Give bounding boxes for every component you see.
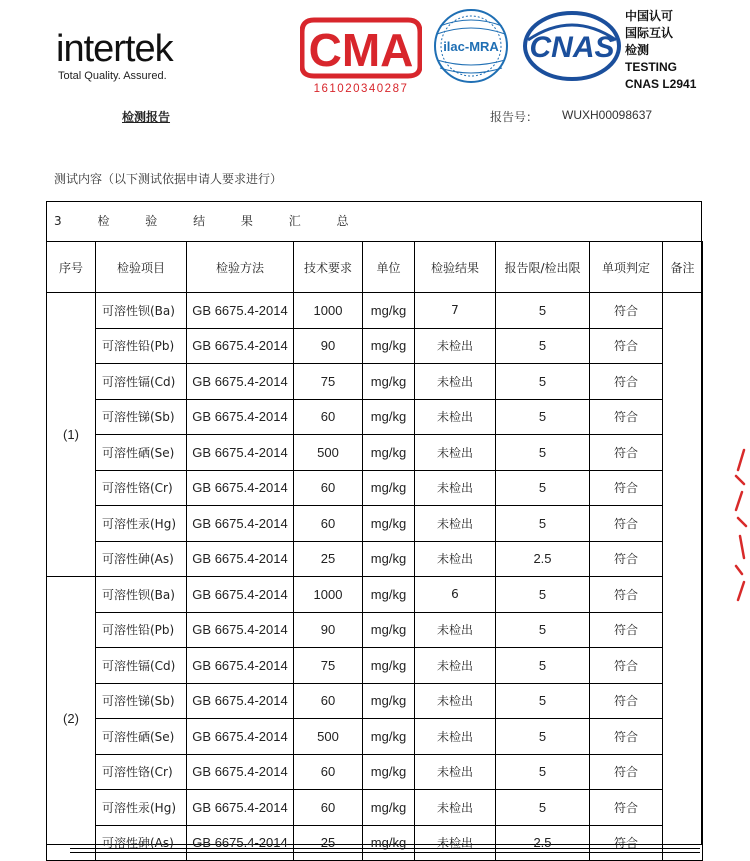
technical-requirement: 500 <box>294 719 363 755</box>
unit: mg/kg <box>363 364 415 400</box>
unit: mg/kg <box>363 541 415 577</box>
table-row <box>47 399 703 435</box>
cma-letters: CMA <box>308 24 414 76</box>
verdict: 符合 <box>590 683 663 719</box>
test-result: 未检出 <box>415 648 496 684</box>
verdict: 符合 <box>590 506 663 542</box>
cert-line: 检测 <box>625 43 650 57</box>
col-header-index: 序号 <box>47 242 96 293</box>
report-title: 检测报告 <box>122 110 171 124</box>
col-header-item: 检验项目 <box>96 242 187 293</box>
table-row <box>47 719 703 755</box>
table-row <box>47 435 703 471</box>
test-method: GB 6675.4-2014 <box>187 541 294 577</box>
test-result: 未检出 <box>415 435 496 471</box>
group-index: (2) <box>47 577 96 861</box>
test-method: GB 6675.4-2014 <box>187 328 294 364</box>
verdict: 符合 <box>590 577 663 613</box>
report-limit: 5 <box>496 648 590 684</box>
test-item: 可溶性硒(Se) <box>96 719 187 755</box>
test-result: 未检出 <box>415 719 496 755</box>
table-row <box>47 470 703 506</box>
test-method: GB 6675.4-2014 <box>187 790 294 826</box>
unit: mg/kg <box>363 577 415 613</box>
unit: mg/kg <box>363 435 415 471</box>
report-limit: 5 <box>496 470 590 506</box>
technical-requirement: 60 <box>294 790 363 826</box>
certification-text <box>625 8 696 93</box>
test-item: 可溶性铅(Pb) <box>96 328 187 364</box>
col-header-remark: 备注 <box>663 242 703 293</box>
table-row <box>47 506 703 542</box>
cert-line: TESTING <box>625 60 678 74</box>
technical-requirement: 90 <box>294 612 363 648</box>
verdict: 符合 <box>590 825 663 861</box>
report-number: WUXH00098637 <box>562 108 653 122</box>
unit: mg/kg <box>363 825 415 861</box>
unit: mg/kg <box>363 399 415 435</box>
cert-line: CNAS L2941 <box>625 77 697 91</box>
unit: mg/kg <box>363 719 415 755</box>
cert-line: 国际互认 <box>625 26 674 40</box>
test-result: 未检出 <box>415 683 496 719</box>
report-limit: 5 <box>496 790 590 826</box>
test-method: GB 6675.4-2014 <box>187 506 294 542</box>
test-item: 可溶性镉(Cd) <box>96 364 187 400</box>
test-result: 未检出 <box>415 541 496 577</box>
report-limit: 5 <box>496 612 590 648</box>
report-limit: 2.5 <box>496 825 590 861</box>
report-limit: 5 <box>496 293 590 329</box>
table-row <box>47 541 703 577</box>
verdict: 符合 <box>590 612 663 648</box>
report-limit: 5 <box>496 328 590 364</box>
cert-line: 中国认可 <box>625 9 674 23</box>
intertek-logo-tagline: Total Quality. Assured. <box>58 70 167 82</box>
test-method: GB 6675.4-2014 <box>187 435 294 471</box>
test-method: GB 6675.4-2014 <box>187 577 294 613</box>
table-row <box>47 328 703 364</box>
cma-logo <box>300 14 422 96</box>
test-item: 可溶性镉(Cd) <box>96 648 187 684</box>
report-limit: 5 <box>496 719 590 755</box>
technical-requirement: 25 <box>294 825 363 861</box>
ilac-mra-logo <box>428 8 514 88</box>
verdict: 符合 <box>590 399 663 435</box>
table-row <box>47 577 703 613</box>
col-header-result: 检验结果 <box>415 242 496 293</box>
technical-requirement: 1000 <box>294 293 363 329</box>
test-item: 可溶性钡(Ba) <box>96 293 187 329</box>
col-header-unit: 单位 <box>363 242 415 293</box>
test-item: 可溶性锑(Sb) <box>96 399 187 435</box>
test-result: 7 <box>415 293 496 329</box>
test-method: GB 6675.4-2014 <box>187 754 294 790</box>
test-item: 可溶性铅(Pb) <box>96 612 187 648</box>
verdict: 符合 <box>590 470 663 506</box>
test-item: 可溶性砷(As) <box>96 825 187 861</box>
unit: mg/kg <box>363 506 415 542</box>
test-method: GB 6675.4-2014 <box>187 825 294 861</box>
table-row <box>47 612 703 648</box>
table-row <box>47 364 703 400</box>
test-result: 未检出 <box>415 825 496 861</box>
seal-stamp-strokes <box>736 450 746 600</box>
technical-requirement: 60 <box>294 470 363 506</box>
test-item: 可溶性锑(Sb) <box>96 683 187 719</box>
footer-divider <box>70 852 700 853</box>
intertek-logo <box>56 30 173 82</box>
test-method: GB 6675.4-2014 <box>187 399 294 435</box>
remark-cell <box>663 293 703 861</box>
cnas-logo <box>522 10 622 82</box>
table-header-row <box>47 242 703 293</box>
verdict: 符合 <box>590 754 663 790</box>
test-result: 未检出 <box>415 754 496 790</box>
test-result: 6 <box>415 577 496 613</box>
technical-requirement: 60 <box>294 754 363 790</box>
test-content-label: 测试内容（以下测试依据申请人要求进行） <box>54 172 283 186</box>
report-limit: 5 <box>496 683 590 719</box>
report-number-label: 报告号： <box>490 110 539 124</box>
verdict: 符合 <box>590 790 663 826</box>
ilac-mra-text: ilac-MRA <box>443 39 499 54</box>
group-index: (1) <box>47 293 96 577</box>
section-title: 3 检 验 结 果 汇 总 <box>54 214 365 228</box>
technical-requirement: 500 <box>294 435 363 471</box>
col-header-requirement: 技术要求 <box>294 242 363 293</box>
test-item: 可溶性铬(Cr) <box>96 754 187 790</box>
verdict: 符合 <box>590 541 663 577</box>
verdict: 符合 <box>590 648 663 684</box>
table-row <box>47 293 703 329</box>
seal-stamp-fragment <box>730 440 750 610</box>
verdict: 符合 <box>590 435 663 471</box>
col-header-method: 检验方法 <box>187 242 294 293</box>
test-result: 未检出 <box>415 612 496 648</box>
report-limit: 5 <box>496 577 590 613</box>
technical-requirement: 60 <box>294 506 363 542</box>
unit: mg/kg <box>363 328 415 364</box>
test-item: 可溶性汞(Hg) <box>96 790 187 826</box>
test-result: 未检出 <box>415 506 496 542</box>
technical-requirement: 75 <box>294 364 363 400</box>
table-row <box>47 683 703 719</box>
test-result: 未检出 <box>415 328 496 364</box>
unit: mg/kg <box>363 470 415 506</box>
technical-requirement: 90 <box>294 328 363 364</box>
test-result: 未检出 <box>415 399 496 435</box>
test-item: 可溶性钡(Ba) <box>96 577 187 613</box>
technical-requirement: 25 <box>294 541 363 577</box>
test-method: GB 6675.4-2014 <box>187 612 294 648</box>
technical-requirement: 75 <box>294 648 363 684</box>
cnas-text: CNAS <box>529 31 615 64</box>
verdict: 符合 <box>590 719 663 755</box>
verdict: 符合 <box>590 364 663 400</box>
verdict: 符合 <box>590 328 663 364</box>
intertek-logo-word: intertek <box>56 28 173 70</box>
test-item: 可溶性砷(As) <box>96 541 187 577</box>
test-method: GB 6675.4-2014 <box>187 364 294 400</box>
cma-number: 161020340287 <box>313 83 409 95</box>
table-row <box>47 825 703 861</box>
technical-requirement: 1000 <box>294 577 363 613</box>
test-result: 未检出 <box>415 364 496 400</box>
report-limit: 5 <box>496 435 590 471</box>
unit: mg/kg <box>363 648 415 684</box>
technical-requirement: 60 <box>294 683 363 719</box>
table-row <box>47 754 703 790</box>
test-method: GB 6675.4-2014 <box>187 293 294 329</box>
test-item: 可溶性铬(Cr) <box>96 470 187 506</box>
col-header-limit: 报告限/检出限 <box>496 242 590 293</box>
technical-requirement: 60 <box>294 399 363 435</box>
test-method: GB 6675.4-2014 <box>187 648 294 684</box>
col-header-verdict: 单项判定 <box>590 242 663 293</box>
test-result: 未检出 <box>415 790 496 826</box>
test-method: GB 6675.4-2014 <box>187 683 294 719</box>
table-row <box>47 648 703 684</box>
report-limit: 2.5 <box>496 541 590 577</box>
report-limit: 5 <box>496 506 590 542</box>
test-item: 可溶性汞(Hg) <box>96 506 187 542</box>
unit: mg/kg <box>363 754 415 790</box>
test-result: 未检出 <box>415 470 496 506</box>
footer-divider <box>70 848 700 849</box>
report-limit: 5 <box>496 754 590 790</box>
test-method: GB 6675.4-2014 <box>187 470 294 506</box>
report-limit: 5 <box>496 364 590 400</box>
unit: mg/kg <box>363 293 415 329</box>
unit: mg/kg <box>363 683 415 719</box>
results-table <box>46 241 703 861</box>
test-method: GB 6675.4-2014 <box>187 719 294 755</box>
report-limit: 5 <box>496 399 590 435</box>
unit: mg/kg <box>363 612 415 648</box>
verdict: 符合 <box>590 293 663 329</box>
unit: mg/kg <box>363 790 415 826</box>
test-item: 可溶性硒(Se) <box>96 435 187 471</box>
results-body <box>47 293 703 861</box>
table-row <box>47 790 703 826</box>
